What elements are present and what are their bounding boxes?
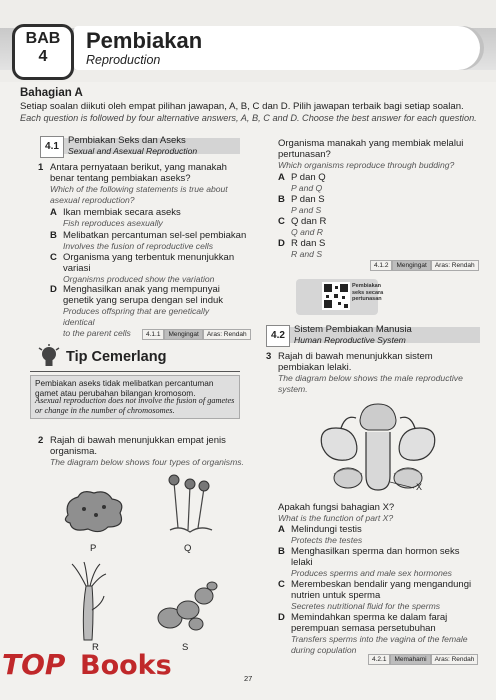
chapter-title-ms: Pembiakan — [86, 28, 203, 53]
qr-code-icon[interactable] — [322, 282, 350, 310]
option-text-ms: lelaki — [291, 557, 313, 568]
option-c-text — [291, 216, 326, 238]
stem-line: Which organisms reproduce through budding? — [278, 160, 455, 170]
option-text-en: Involves the fusion of reproductive cells — [63, 241, 213, 251]
tip-box — [30, 375, 240, 419]
option-text-en: during copulation — [291, 645, 357, 655]
option-letter: B — [50, 230, 57, 241]
option-text-ms: Menghasilkan anak yang mempunyai — [63, 284, 220, 295]
tag-level: Mengingat — [164, 329, 202, 340]
option-c-text — [63, 252, 243, 285]
organism-label-p: P — [90, 543, 97, 554]
organism-label-s: S — [182, 642, 189, 653]
option-text-en: Q and R — [291, 227, 324, 237]
level-tag-q3 — [368, 654, 478, 663]
option-text-ms: Ikan membiak secara aseks — [63, 207, 181, 218]
topic-heading-4-1 — [40, 136, 240, 156]
option-text-en: Transfers sperms into the vagina of the female — [291, 634, 468, 644]
tag-aras: Aras: Rendah — [431, 654, 479, 665]
option-text-ms: nutrien untuk sperma — [291, 590, 381, 601]
option-d-text — [291, 238, 325, 260]
question-3-stem-en — [278, 373, 463, 395]
tip-text-ms: Pembiakan aseks tidak melibatkan percantuman gamet atau perubahan bilangan kromosom. — [35, 378, 214, 398]
question-2-stem-en — [50, 457, 244, 468]
organism-r-illustration — [68, 560, 108, 642]
question-1-stem-en — [50, 184, 228, 206]
tag-level: Memahami — [390, 654, 430, 665]
tag-code: 4.2.1 — [368, 654, 390, 665]
qr-caption-line: pertunasan — [352, 296, 382, 302]
option-text-en: Organisms produced show the variation — [63, 274, 215, 284]
question-2-ask-ms — [278, 138, 478, 160]
option-letter: C — [50, 252, 57, 263]
option-text-ms: Menghasilkan sperma dan hormon seks — [291, 546, 460, 557]
option-b-text — [63, 230, 246, 252]
question-number: 3 — [266, 351, 272, 362]
topic-title-en: Sexual and Asexual Reproduction — [68, 146, 198, 156]
option-letter: B — [278, 546, 285, 557]
male-reproductive-system-diagram — [300, 398, 460, 498]
option-text-ms: perempuan semasa persetubuhan — [291, 623, 436, 634]
option-text-en: R and S — [291, 249, 323, 259]
chapter-badge — [12, 24, 74, 80]
stem-line: benar tentang pembiakan aseks? — [50, 173, 191, 184]
stem-line: The diagram below shows four types of organisms. — [50, 457, 244, 467]
topic-title-ms: Sistem Pembiakan Manusia — [294, 324, 412, 335]
option-a-text — [291, 524, 362, 546]
stem-line: system. — [278, 384, 308, 394]
topic-title-ms: Pembiakan Seks dan Aseks — [68, 135, 186, 146]
option-text-ms: Memindahkan sperma ke dalam faraj — [291, 612, 448, 623]
option-text-ms: Melibatkan percantuman sel-sel pembiakan — [63, 230, 247, 241]
question-3-ask-ms: Apakah fungsi bahagian X? — [278, 502, 395, 513]
tag-code: 4.1.1 — [142, 329, 164, 340]
option-text-ms: genetik yang serupa dengan sel induk — [63, 295, 224, 306]
tag-aras: Aras: Rendah — [203, 329, 251, 340]
logo-books-text: Books — [80, 650, 172, 681]
stem-line: Antara pernyataan berikut, yang manakah — [50, 162, 227, 173]
option-b-text — [291, 546, 481, 579]
question-2-stem-ms — [50, 435, 242, 457]
stem-line: organisma. — [50, 446, 97, 457]
stem-line: Organisma manakah yang membiak melalui — [278, 138, 464, 149]
tip-divider — [30, 371, 240, 372]
option-text-ms: R dan S — [291, 238, 326, 249]
option-a-text — [291, 172, 326, 194]
option-text-ms: Q dan R — [291, 216, 327, 227]
tip-header — [30, 344, 230, 370]
option-text-en: Protects the testes — [291, 535, 363, 545]
option-text-ms: Merembeskan bendalir yang mengandungi — [291, 579, 472, 590]
option-letter: A — [50, 207, 57, 218]
topic-number: 4.1 — [40, 136, 64, 158]
option-text-en: Produces sperms and male sex hormones — [291, 568, 452, 578]
chapter-title-box — [74, 26, 480, 70]
question-1-stem-ms — [50, 162, 242, 184]
option-letter: A — [278, 524, 285, 535]
organism-p-illustration — [60, 487, 130, 537]
stem-line: Which of the following statements is true about — [50, 184, 228, 194]
level-tag-q1 — [142, 329, 251, 338]
lightbulb-icon — [38, 344, 60, 370]
logo-top-text: TOP — [2, 648, 66, 681]
organism-label-r: R — [92, 642, 99, 653]
stem-line: The diagram below shows the male reproductive — [278, 373, 463, 383]
question-3-ask-en: What is the function of part X? — [278, 513, 394, 523]
topic-number: 4.2 — [266, 325, 290, 347]
option-b-text — [291, 194, 325, 216]
stem-line: asexual reproduction? — [50, 195, 135, 205]
option-text-ms: Organisma yang terbentuk menunjukkan — [63, 252, 235, 263]
tip-text-en: Asexual reproduction does not involve the fusion of gametes or change in the number of chromosomes. — [35, 396, 235, 415]
topic-heading-4-2 — [266, 325, 480, 345]
option-letter: A — [278, 172, 285, 183]
option-d-text — [291, 612, 481, 656]
option-text-en: P and S — [291, 205, 322, 215]
stem-line: Rajah di bawah menunjukkan empat jenis — [50, 435, 226, 446]
tag-aras: Aras: Rendah — [431, 260, 479, 271]
option-letter: C — [278, 579, 285, 590]
organism-s-illustration — [152, 578, 222, 638]
option-letter: C — [278, 216, 285, 227]
section-title: Bahagian A — [20, 87, 83, 99]
level-tag-q2 — [370, 260, 479, 269]
option-a-text — [63, 207, 181, 229]
page-number: 27 — [244, 674, 253, 683]
chapter-badge-number: 4 — [38, 48, 48, 65]
chapter-badge-word: BAB — [25, 30, 61, 47]
stem-line: Rajah di bawah menunjukkan sistem — [278, 351, 433, 362]
option-text-en: to the parent cells — [63, 328, 131, 338]
tag-level: Mengingat — [392, 260, 430, 271]
qr-caption-line: seks secara — [352, 289, 384, 296]
stem-line: pertunasan? — [278, 149, 331, 160]
section-instruction-en: Each question is followed by four alternative answers, A, B, C and D. Choose the best answer for each question. — [20, 113, 477, 123]
question-number: 1 — [38, 162, 44, 173]
organism-label-q: Q — [184, 543, 192, 554]
option-letter: B — [278, 194, 285, 205]
question-2-ask-en — [278, 160, 454, 171]
qr-caption — [352, 283, 383, 303]
diagram-label-x: X — [416, 482, 423, 492]
option-text-en: P and Q — [291, 183, 323, 193]
section-instruction-ms: Setiap soalan diikuti oleh empat pilihan jawapan, A, B, C dan D. Pilih jawapan terbaik bagi setiap soalan. — [20, 101, 464, 112]
option-text-en: Produces offspring that are genetically identical — [63, 306, 210, 327]
option-text-ms: P dan S — [291, 194, 325, 205]
topic-title-en: Human Reproductive System — [294, 335, 406, 345]
option-letter: D — [278, 612, 285, 623]
option-text-ms: Melindungi testis — [291, 524, 362, 535]
option-text-en: Fish reproduces asexually — [63, 218, 163, 228]
tip-title: Tip Cemerlang — [66, 349, 167, 365]
question-number: 2 — [38, 435, 44, 446]
chapter-title-en: Reproduction — [86, 53, 161, 67]
option-c-text — [291, 579, 481, 612]
tag-code: 4.1.2 — [370, 260, 392, 271]
qr-caption-line: Pembiakan — [352, 283, 382, 289]
option-letter: D — [278, 238, 285, 249]
option-text-en: Secretes nutritional fluid for the sperms — [291, 601, 441, 611]
question-3-stem-ms — [278, 351, 478, 373]
option-text-ms: P dan Q — [291, 172, 326, 183]
option-letter: D — [50, 284, 57, 295]
topbooks-logo — [2, 648, 212, 690]
organism-q-illustration — [160, 470, 220, 540]
option-text-ms: variasi — [63, 263, 91, 274]
stem-line: pembiakan lelaki. — [278, 362, 352, 373]
